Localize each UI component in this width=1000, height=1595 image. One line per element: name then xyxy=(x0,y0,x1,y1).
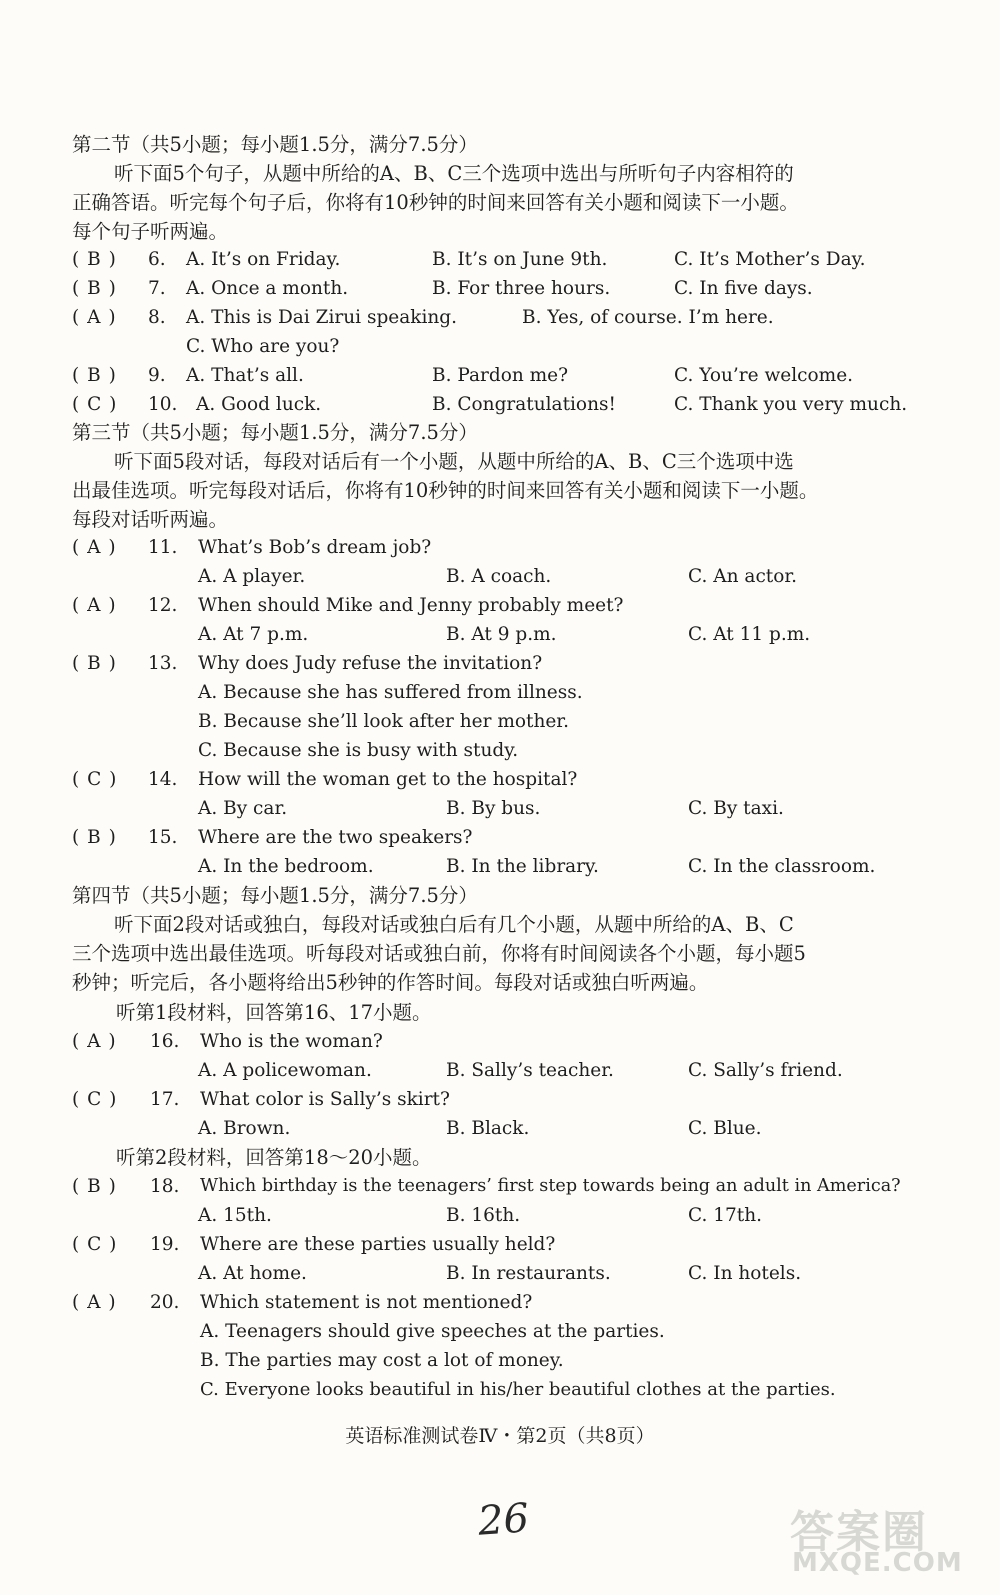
question-number: 10. xyxy=(148,394,178,415)
option-a: A. It’s on Friday. xyxy=(186,249,341,270)
answer-paren: ( C ) xyxy=(72,1089,118,1110)
section4-heading: 第四节（共5小题；每小题1.5分，满分7.5分） xyxy=(72,884,478,907)
option-b: B. Sally’s teacher. xyxy=(446,1060,614,1081)
question-text: Which statement is not mentioned? xyxy=(200,1292,533,1313)
question-number: 9. xyxy=(148,365,166,386)
question-number: 16. xyxy=(150,1031,180,1052)
option-c: C. In five days. xyxy=(674,278,813,299)
option-a: A. Good luck. xyxy=(196,394,322,415)
option-c: C. Blue. xyxy=(688,1118,762,1139)
question-number: 13. xyxy=(148,653,178,674)
option-a: A. A player. xyxy=(198,566,306,587)
question-number: 11. xyxy=(148,537,178,558)
question-11-options xyxy=(0,562,1000,591)
question-number: 15. xyxy=(148,827,178,848)
answer-paren: ( A ) xyxy=(72,1031,117,1052)
answer-paren: ( B ) xyxy=(72,827,117,848)
question-13-option-b xyxy=(0,707,1000,736)
answer-paren: ( A ) xyxy=(72,1292,117,1313)
option-a: A. Brown. xyxy=(198,1118,291,1139)
question-12-options xyxy=(0,620,1000,649)
answer-paren: ( B ) xyxy=(72,249,117,270)
option-c: C. By taxi. xyxy=(688,798,784,819)
option-a: A. In the bedroom. xyxy=(198,856,374,877)
option-b: B. For three hours. xyxy=(432,278,611,299)
question-number: 18. xyxy=(150,1176,180,1197)
option-c: C. You’re welcome. xyxy=(674,365,854,386)
question-14 xyxy=(0,765,1000,794)
section2-heading: 第二节（共5小题；每小题1.5分，满分7.5分） xyxy=(72,133,478,156)
watermark-logo-text: 答案圈 xyxy=(790,1507,928,1558)
option-a: A. This is Dai Zirui speaking. xyxy=(186,307,458,328)
question-18-options xyxy=(0,1201,1000,1230)
section3-heading: 第三节（共5小题；每小题1.5分，满分7.5分） xyxy=(72,421,478,444)
answer-paren: ( C ) xyxy=(72,769,118,790)
section3-instructions: 听下面5段对话，每段对话后有一个小题，从题中所给的A、B、C三个选项中选 出最佳选项。听完每段对话后，你将有10秒钟的时间来回答有关小题和阅读下一小题。 每段对话听两遍。 xyxy=(72,450,819,531)
option-c: C. Thank you very much. xyxy=(674,394,908,415)
material-2-intro: 听第2段材料，回答第18～20小题。 xyxy=(116,1146,432,1169)
question-8 xyxy=(0,303,1000,332)
answer-paren: ( A ) xyxy=(72,595,117,616)
question-number: 6. xyxy=(148,249,166,270)
question-number: 12. xyxy=(148,595,178,616)
question-text: Who is the woman? xyxy=(200,1031,383,1052)
option-a: A. By car. xyxy=(198,798,288,819)
option-a: A. At 7 p.m. xyxy=(198,624,309,645)
option-c: C. At 11 p.m. xyxy=(688,624,811,645)
option-b: B. At 9 p.m. xyxy=(446,624,557,645)
question-15 xyxy=(0,823,1000,852)
watermark-url: MXQE.COM xyxy=(792,1548,963,1578)
section4-instructions: 听下面2段对话或独白，每段对话或独白后有几个小题，从题中所给的A、B、C 三个选项中选出最佳选项。听每段对话或独白前，你将有时间阅读各个小题，每小题5 秒钟；听完后，各小题将给出5秒钟的作答时间。每段对话或独白听两遍。 xyxy=(72,913,806,994)
answer-paren: ( B ) xyxy=(72,278,117,299)
option-b: B. In restaurants. xyxy=(446,1263,611,1284)
option-c: C. An actor. xyxy=(688,566,798,587)
question-19-options xyxy=(0,1259,1000,1288)
option-a: A. At home. xyxy=(198,1263,307,1284)
option-b: B. Black. xyxy=(446,1118,530,1139)
handwritten-page-number: 26 xyxy=(476,1495,531,1545)
question-20-option-b xyxy=(0,1346,1000,1375)
question-number: 20. xyxy=(150,1292,180,1313)
question-16-options xyxy=(0,1056,1000,1085)
watermark-logo xyxy=(790,1496,990,1588)
question-20-option-c xyxy=(0,1375,1000,1404)
option-b: B. The parties may cost a lot of money. xyxy=(200,1350,564,1371)
question-number: 7. xyxy=(148,278,166,299)
option-c: C. Who are you? xyxy=(186,336,340,357)
answer-paren: ( B ) xyxy=(72,1176,117,1197)
question-7 xyxy=(0,274,1000,303)
option-b: B. By bus. xyxy=(446,798,541,819)
question-16 xyxy=(0,1027,1000,1056)
answer-paren: ( C ) xyxy=(72,394,118,415)
option-a: A. Teenagers should give speeches at the parties. xyxy=(200,1321,665,1342)
answer-paren: ( C ) xyxy=(72,1234,118,1255)
question-text: What’s Bob’s dream job? xyxy=(198,537,432,558)
option-c: C. Sally’s friend. xyxy=(688,1060,843,1081)
option-c: C. Because she is busy with study. xyxy=(198,740,519,761)
option-a: A. 15th. xyxy=(198,1205,272,1226)
answer-paren: ( A ) xyxy=(72,307,117,328)
option-b: B. A coach. xyxy=(446,566,552,587)
question-13-option-c xyxy=(0,736,1000,765)
option-c: C. Everyone looks beautiful in his/her beautiful clothes at the parties. xyxy=(200,1379,836,1400)
question-text: Which birthday is the teenagers’ first step towards being an adult in America? xyxy=(200,1176,901,1196)
question-text: When should Mike and Jenny probably meet? xyxy=(198,595,624,616)
question-number: 14. xyxy=(148,769,178,790)
option-b: B. Yes, of course. I’m here. xyxy=(522,307,774,328)
question-number: 19. xyxy=(150,1234,180,1255)
question-number: 17. xyxy=(150,1089,180,1110)
question-18 xyxy=(0,1172,1000,1201)
question-text: How will the woman get to the hospital? xyxy=(198,769,578,790)
question-17-options xyxy=(0,1114,1000,1143)
option-a: A. That’s all. xyxy=(186,365,304,386)
option-b: B. 16th. xyxy=(446,1205,521,1226)
question-15-options xyxy=(0,852,1000,881)
question-10 xyxy=(0,390,1000,419)
question-text: Where are the two speakers? xyxy=(198,827,473,848)
option-c: C. In hotels. xyxy=(688,1263,802,1284)
question-14-options xyxy=(0,794,1000,823)
question-9 xyxy=(0,361,1000,390)
option-b: B. In the library. xyxy=(446,856,599,877)
question-6 xyxy=(0,245,1000,274)
option-b: B. It’s on June 9th. xyxy=(432,249,608,270)
question-20-option-a xyxy=(0,1317,1000,1346)
answer-paren: ( B ) xyxy=(72,365,117,386)
option-c: C. 17th. xyxy=(688,1205,763,1226)
question-text: What color is Sally’s skirt? xyxy=(200,1089,450,1110)
question-17 xyxy=(0,1085,1000,1114)
question-20 xyxy=(0,1288,1000,1317)
question-number: 8. xyxy=(148,307,166,328)
question-19 xyxy=(0,1230,1000,1259)
option-b: B. Pardon me? xyxy=(432,365,569,386)
material-1-intro: 听第1段材料，回答第16、17小题。 xyxy=(116,1001,432,1024)
option-a: A. A policewoman. xyxy=(198,1060,372,1081)
option-b: B. Congratulations! xyxy=(432,394,616,415)
option-c: C. It’s Mother’s Day. xyxy=(674,249,866,270)
question-11 xyxy=(0,533,1000,562)
option-b: B. Because she’ll look after her mother. xyxy=(198,711,570,732)
option-a: A. Because she has suffered from illness. xyxy=(198,682,583,703)
question-13-option-a xyxy=(0,678,1000,707)
section2-instructions: 听下面5个句子，从题中所给的A、B、C三个选项中选出与所听句子内容相符的 正确答语。听完每个句子后，你将有10秒钟的时间来回答有关小题和阅读下一小题。 每个句子听两遍。 xyxy=(72,162,799,243)
question-12 xyxy=(0,591,1000,620)
page-footer: 英语标准测试卷Ⅳ・第2页（共8页） xyxy=(345,1425,655,1447)
question-text: Why does Judy refuse the invitation? xyxy=(198,653,543,674)
question-13 xyxy=(0,649,1000,678)
option-c: C. In the classroom. xyxy=(688,856,876,877)
answer-paren: ( B ) xyxy=(72,653,117,674)
question-8-option-c xyxy=(0,332,1000,361)
option-a: A. Once a month. xyxy=(186,278,349,299)
answer-paren: ( A ) xyxy=(72,537,117,558)
question-text: Where are these parties usually held? xyxy=(200,1234,556,1255)
